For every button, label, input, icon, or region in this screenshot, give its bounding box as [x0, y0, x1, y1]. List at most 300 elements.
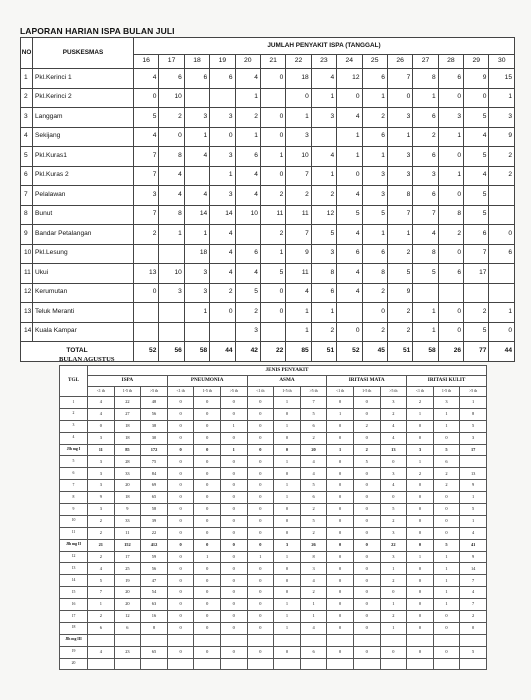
cell-value: 412 — [141, 539, 168, 551]
age-group-header: 1-5 th — [433, 387, 460, 397]
cell-value: 0 — [362, 303, 387, 323]
cell-value — [210, 88, 235, 108]
cell-value: 0 — [88, 420, 115, 432]
cell-value: 3 — [489, 108, 515, 128]
cell-value: 5 — [433, 444, 460, 456]
total-label: TOTAL — [21, 342, 134, 362]
cell-value: 1 — [489, 88, 515, 108]
table-row — [21, 88, 515, 108]
cell-value: 3 — [433, 397, 460, 409]
cell-value: 26 — [300, 539, 327, 551]
cell-value: 2 — [286, 186, 311, 206]
puskesmas-name: Pkl.Kerinci 2 — [33, 88, 134, 108]
cell-value: 22 — [380, 539, 407, 551]
puskesmas-name: Kerumutan — [33, 283, 134, 303]
cell-value: 14 — [210, 205, 235, 225]
cell-value: 0 — [194, 575, 221, 587]
cell-value: 0 — [438, 186, 463, 206]
puskesmas-name: Pkl.Kuras1 — [33, 147, 134, 167]
cell-value: 0 — [167, 527, 194, 539]
cell-value: 0 — [353, 468, 380, 480]
cell-value: 0 — [407, 646, 434, 658]
cell-value — [460, 456, 487, 468]
cell-value: 69 — [141, 480, 168, 492]
cell-value: 0 — [407, 539, 434, 551]
cell-value: 0 — [327, 611, 354, 623]
cell-value: 152 — [114, 539, 141, 551]
date-cell: 4 — [60, 432, 88, 444]
row-number: 11 — [21, 264, 33, 284]
cell-value: 4 — [159, 166, 184, 186]
cell-value: 8 — [300, 551, 327, 563]
date-cell: 11 — [60, 527, 88, 539]
cell-value: 2 — [260, 225, 285, 245]
date-cell: Jlh mg III — [60, 634, 88, 646]
cell-value: 1 — [194, 551, 221, 563]
cell-value: 4 — [286, 283, 311, 303]
table-row — [60, 504, 487, 516]
july-ispa-table — [20, 37, 515, 362]
cell-value: 0 — [353, 599, 380, 611]
puskesmas-name: Pkl.Lesung — [33, 244, 134, 264]
cell-value: 0 — [489, 322, 515, 342]
cell-value: 8 — [413, 244, 438, 264]
cell-value: 0 — [167, 646, 194, 658]
cell-value: 0 — [167, 444, 194, 456]
cell-value: 14 — [460, 563, 487, 575]
date-cell: 3 — [60, 420, 88, 432]
row-number: 14 — [21, 322, 33, 342]
cell-value: 0 — [274, 563, 301, 575]
cell-value: 0 — [194, 408, 221, 420]
cell-value: 1 — [362, 147, 387, 167]
cell-value: 1 — [286, 322, 311, 342]
weekly-total-row — [60, 634, 487, 646]
cell-value: 0 — [220, 646, 247, 658]
cell-value: 3 — [300, 563, 327, 575]
row-number: 9 — [21, 225, 33, 245]
cell-value: 0 — [327, 397, 354, 409]
cell-value: 4 — [235, 166, 260, 186]
cell-value: 4 — [311, 69, 336, 89]
cell-value: 0 — [194, 646, 221, 658]
cell-value — [184, 166, 209, 186]
table-row — [60, 575, 487, 587]
table-row — [21, 244, 515, 264]
cell-value: 2 — [460, 611, 487, 623]
cell-value: 2 — [438, 225, 463, 245]
cell-value: 0 — [220, 563, 247, 575]
cell-value: 0 — [353, 480, 380, 492]
cell-value: 5 — [300, 480, 327, 492]
cell-value: 6 — [362, 69, 387, 89]
cell-value: 8 — [159, 205, 184, 225]
cell-value: 4 — [88, 646, 115, 658]
cell-value: 0 — [327, 492, 354, 504]
cell-value: 2 — [362, 108, 387, 128]
cell-value: 1 — [362, 225, 387, 245]
cell-value — [247, 634, 274, 646]
cell-value: 7 — [460, 575, 487, 587]
cell-value: 0 — [353, 551, 380, 563]
cell-value: 8 — [311, 264, 336, 284]
table-row — [60, 622, 487, 634]
cell-value: 0 — [167, 551, 194, 563]
cell-value: 65 — [141, 646, 168, 658]
cell-value: 7 — [134, 205, 159, 225]
cell-value: 0 — [286, 88, 311, 108]
disease-group-header: ASMA — [247, 376, 327, 387]
cell-value: 1 — [407, 551, 434, 563]
cell-value: 3 — [407, 444, 434, 456]
cell-value: 1 — [387, 127, 412, 147]
cell-value: 5 — [337, 205, 362, 225]
age-group-header: <1 th — [327, 387, 354, 397]
cell-value: 0 — [220, 432, 247, 444]
cell-value: 1 — [274, 611, 301, 623]
cell-value: 10 — [286, 147, 311, 167]
puskesmas-name: Pelalawan — [33, 186, 134, 206]
cell-value: 5 — [464, 186, 489, 206]
total-value: 22 — [260, 342, 285, 362]
cell-value: 0 — [260, 108, 285, 128]
cell-value — [438, 283, 463, 303]
cell-value: 0 — [353, 527, 380, 539]
cell-value: 63 — [141, 599, 168, 611]
total-value: 58 — [184, 342, 209, 362]
puskesmas-name: Pkl.Kuras 2 — [33, 166, 134, 186]
cell-value: 0 — [353, 397, 380, 409]
cell-value: 1 — [407, 456, 434, 468]
cell-value: 0 — [407, 504, 434, 516]
cell-value: 5 — [300, 515, 327, 527]
cell-value: 1 — [88, 599, 115, 611]
table-row — [60, 587, 487, 599]
cell-value: 0 — [274, 575, 301, 587]
cell-value — [353, 658, 380, 670]
cell-value: 18 — [114, 492, 141, 504]
cell-value: 54 — [141, 587, 168, 599]
cell-value: 0 — [353, 504, 380, 516]
cell-value: 1 — [433, 408, 460, 420]
cell-value: 4 — [380, 420, 407, 432]
cell-value: 5 — [311, 225, 336, 245]
cell-value: 3 — [311, 108, 336, 128]
cell-value: 0 — [327, 622, 354, 634]
table-row — [21, 283, 515, 303]
cell-value: 19 — [114, 575, 141, 587]
cell-value: 0 — [220, 611, 247, 623]
table-row — [60, 480, 487, 492]
cell-value: 1 — [433, 599, 460, 611]
table-row — [60, 432, 487, 444]
cell-value: 5 — [464, 322, 489, 342]
cell-value: 47 — [141, 575, 168, 587]
cell-value: 10 — [159, 264, 184, 284]
cell-value: 0 — [220, 527, 247, 539]
cell-value: 0 — [247, 539, 274, 551]
cell-value: 0 — [353, 646, 380, 658]
age-group-header: <1 th — [247, 387, 274, 397]
cell-value: 4 — [337, 264, 362, 284]
cell-value: 1 — [311, 303, 336, 323]
puskesmas-name: Langgam — [33, 108, 134, 128]
cell-value — [380, 658, 407, 670]
august-title: BULAN AGUSTUS — [59, 356, 115, 363]
date-cell: 13 — [60, 563, 88, 575]
cell-value — [260, 322, 285, 342]
cell-value: 9 — [387, 283, 412, 303]
cell-value: 0 — [407, 563, 434, 575]
date-header: 16 — [134, 55, 159, 69]
cell-value: 2 — [489, 166, 515, 186]
weekly-total-row — [60, 539, 487, 551]
cell-value: 3 — [184, 283, 209, 303]
cell-value: 2 — [433, 468, 460, 480]
cell-value: 1 — [311, 166, 336, 186]
cell-value: 1 — [362, 88, 387, 108]
table-row — [60, 611, 487, 623]
cell-value — [327, 658, 354, 670]
cell-value: 4 — [380, 480, 407, 492]
cell-value — [489, 205, 515, 225]
cell-value: 0 — [274, 432, 301, 444]
row-number: 3 — [21, 108, 33, 128]
total-value: 44 — [210, 342, 235, 362]
cell-value — [433, 658, 460, 670]
cell-value: 30 — [141, 432, 168, 444]
cell-value: 56 — [141, 563, 168, 575]
cell-value: 8 — [413, 69, 438, 89]
cell-value: 5 — [235, 283, 260, 303]
cell-value: 2 — [311, 322, 336, 342]
cell-value: 0 — [194, 539, 221, 551]
cell-value: 0 — [327, 599, 354, 611]
row-number: 2 — [21, 88, 33, 108]
cell-value: 0 — [194, 504, 221, 516]
table-row — [60, 456, 487, 468]
table-row — [21, 264, 515, 284]
date-cell: 18 — [60, 622, 88, 634]
cell-value — [159, 322, 184, 342]
table-row — [60, 515, 487, 527]
cell-value: 0 — [247, 408, 274, 420]
cell-value: 2 — [159, 108, 184, 128]
table-row — [60, 527, 487, 539]
cell-value: 6 — [433, 456, 460, 468]
cell-value: 0 — [194, 420, 221, 432]
cell-value: 1 — [274, 492, 301, 504]
cell-value — [407, 634, 434, 646]
cell-value: 9 — [489, 127, 515, 147]
cell-value: 0 — [247, 575, 274, 587]
cell-value: 0 — [407, 432, 434, 444]
cell-value: 8 — [362, 264, 387, 284]
cell-value: 10 — [159, 88, 184, 108]
cell-value: 3 — [88, 432, 115, 444]
cell-value: 1 — [274, 599, 301, 611]
total-value: 45 — [362, 342, 387, 362]
cell-value: 4 — [159, 186, 184, 206]
cell-value: 0 — [327, 539, 354, 551]
total-value: 51 — [387, 342, 412, 362]
table-row — [60, 599, 487, 611]
cell-value: 4 — [235, 69, 260, 89]
cell-value: 2 — [413, 127, 438, 147]
cell-value: 2 — [88, 611, 115, 623]
cell-value: 23 — [114, 646, 141, 658]
cell-value: 0 — [438, 303, 463, 323]
cell-value: 0 — [247, 420, 274, 432]
date-header: 27 — [413, 55, 438, 69]
cell-value: 0 — [247, 456, 274, 468]
age-group-header: >5 th — [460, 387, 487, 397]
cell-value: 17 — [460, 444, 487, 456]
cell-value: 0 — [194, 587, 221, 599]
cell-value: 0 — [194, 611, 221, 623]
cell-value: 6 — [413, 186, 438, 206]
cell-value: 0 — [210, 127, 235, 147]
date-header: 23 — [311, 55, 336, 69]
cell-value: 5 — [460, 420, 487, 432]
cell-value: 3 — [413, 166, 438, 186]
date-cell: 12 — [60, 551, 88, 563]
cell-value: 3 — [159, 283, 184, 303]
cell-value: 1 — [235, 88, 260, 108]
cell-value: 0 — [247, 397, 274, 409]
cell-value: 4 — [300, 575, 327, 587]
cell-value: 17 — [114, 551, 141, 563]
cell-value: 0 — [194, 444, 221, 456]
cell-value: 13 — [460, 468, 487, 480]
cell-value: 6 — [235, 147, 260, 167]
cell-value: 0 — [167, 622, 194, 634]
cell-value: 1 — [460, 492, 487, 504]
cell-value — [460, 658, 487, 670]
cell-value: 8 — [141, 622, 168, 634]
date-header: 20 — [235, 55, 260, 69]
cell-value: 2 — [235, 303, 260, 323]
cell-value: 0 — [353, 563, 380, 575]
cell-value: 0 — [220, 599, 247, 611]
cell-value: 1 — [300, 611, 327, 623]
cell-value — [274, 658, 301, 670]
cell-value: 11 — [260, 205, 285, 225]
cell-value: 4 — [300, 456, 327, 468]
cell-value: 9 — [460, 480, 487, 492]
cell-value: 6 — [362, 127, 387, 147]
cell-value: 0 — [220, 622, 247, 634]
col-no-header: NO — [21, 38, 33, 69]
cell-value: 0 — [327, 420, 354, 432]
cell-value: 4 — [300, 622, 327, 634]
cell-value: 3 — [387, 108, 412, 128]
cell-value: 4 — [464, 166, 489, 186]
cell-value: 4 — [380, 432, 407, 444]
group-header: JUMLAH PENYAKIT ISPA (TANGGAL) — [134, 38, 515, 55]
cell-value: 5 — [460, 646, 487, 658]
cell-value: 5 — [260, 264, 285, 284]
cell-value — [353, 634, 380, 646]
date-cell: Jlh mg I — [60, 444, 88, 456]
cell-value: 9 — [286, 244, 311, 264]
cell-value — [380, 634, 407, 646]
cell-value — [311, 127, 336, 147]
cell-value: 0 — [167, 587, 194, 599]
cell-value: 2 — [433, 480, 460, 492]
cell-value: 1 — [407, 408, 434, 420]
cell-value: 6 — [311, 283, 336, 303]
disease-group-header: ISPA — [88, 376, 168, 387]
puskesmas-name: Teluk Meranti — [33, 303, 134, 323]
date-cell: 19 — [60, 646, 88, 658]
cell-value — [300, 634, 327, 646]
table-row — [21, 303, 515, 323]
cell-value: 0 — [433, 611, 460, 623]
cell-value: 3 — [286, 127, 311, 147]
table-row — [60, 397, 487, 409]
cell-value — [184, 322, 209, 342]
cell-value: 0 — [194, 563, 221, 575]
cell-value: 1 — [274, 456, 301, 468]
cell-value: 0 — [247, 622, 274, 634]
date-header: 29 — [464, 55, 489, 69]
cell-value: 1 — [489, 303, 515, 323]
table-row — [60, 646, 487, 658]
puskesmas-name: Ukui — [33, 264, 134, 284]
cell-value: 0 — [407, 599, 434, 611]
cell-value: 0 — [194, 456, 221, 468]
cell-value: 10 — [235, 205, 260, 225]
cell-value: 0 — [380, 456, 407, 468]
cell-value: 4 — [337, 225, 362, 245]
total-value: 44 — [489, 342, 515, 362]
cell-value: 6 — [464, 225, 489, 245]
cell-value: 1 — [274, 397, 301, 409]
cell-value: 6 — [210, 69, 235, 89]
cell-value: 33 — [114, 515, 141, 527]
cell-value: 0 — [353, 408, 380, 420]
cell-value: 7 — [460, 599, 487, 611]
cell-value: 0 — [433, 646, 460, 658]
cell-value — [141, 634, 168, 646]
cell-value: 6 — [300, 420, 327, 432]
cell-value: 38 — [141, 420, 168, 432]
cell-value: 0 — [337, 166, 362, 186]
cell-value: 0 — [433, 504, 460, 516]
cell-value: 0 — [247, 468, 274, 480]
cell-value — [159, 303, 184, 323]
cell-value: 0 — [327, 587, 354, 599]
cell-value — [88, 634, 115, 646]
cell-value: 2 — [489, 147, 515, 167]
cell-value: 2 — [260, 186, 285, 206]
cell-value: 0 — [260, 166, 285, 186]
age-group-header: <1 th — [88, 387, 115, 397]
cell-value: 0 — [247, 444, 274, 456]
cell-value: 0 — [167, 456, 194, 468]
cell-value: 7 — [387, 205, 412, 225]
cell-value: 2 — [88, 515, 115, 527]
cell-value: 0 — [167, 563, 194, 575]
cell-value: 0 — [353, 622, 380, 634]
cell-value: 5 — [413, 264, 438, 284]
cell-value: 0 — [210, 303, 235, 323]
cell-value: 1 — [380, 599, 407, 611]
cell-value: 11 — [286, 205, 311, 225]
cell-value: 6 — [489, 244, 515, 264]
cell-value: 12 — [311, 205, 336, 225]
